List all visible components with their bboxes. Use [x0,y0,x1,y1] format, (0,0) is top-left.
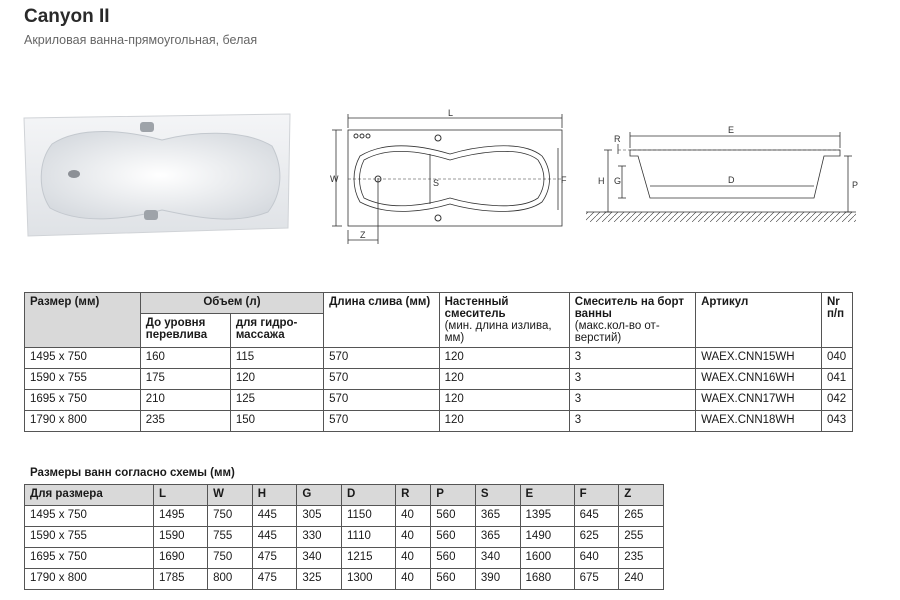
header-rim-mixer-title: Смеситель на борт ванны [574,296,685,320]
cell-massage: 150 [230,411,323,432]
dim-cell: 675 [574,569,619,590]
header-rim-mixer-note: (макс.кол-во от-верстий) [574,320,660,344]
label-S: S [433,178,440,188]
dim-cell: 445 [252,506,297,527]
cell-wall: 120 [439,411,569,432]
dim-cell: 560 [431,527,476,548]
cell-massage: 120 [230,369,323,390]
header-wall-mixer [439,293,569,348]
cell-size: 1590 x 755 [25,369,141,390]
table-row [25,527,664,548]
label-H: H [598,176,605,186]
dim-cell: 800 [208,569,253,590]
bathtub-photo [22,110,292,240]
cell-overflow: 175 [140,369,230,390]
dim-cell: 1590 [154,527,208,548]
dim-cell: 750 [208,506,253,527]
dim-cell: 240 [619,569,664,590]
cell-rim: 3 [569,390,695,411]
dim-cell: 330 [297,527,342,548]
dim-cell: 265 [619,506,664,527]
header-vol-massage: для гидро-массажа [230,313,323,347]
dim-cell: 1495 x 750 [25,506,154,527]
dim-cell: 365 [475,527,520,548]
dim-header: P [431,485,476,506]
dim-header: E [520,485,574,506]
dimensions-table [24,484,664,590]
cell-drain: 570 [324,369,439,390]
dim-header: R [396,485,431,506]
cell-article: WAEX.CNN17WH [696,390,822,411]
dim-cell: 365 [475,506,520,527]
label-D: D [728,175,735,185]
dim-cell: 255 [619,527,664,548]
dim-header: Z [619,485,664,506]
dim-cell: 340 [475,548,520,569]
label-P: P [852,180,859,190]
header-num: Nr п/п [821,293,852,348]
dim-cell: 1215 [341,548,395,569]
cell-drain: 570 [324,411,439,432]
header-volume: Объем (л) [140,293,323,314]
dim-cell: 1785 [154,569,208,590]
dim-header: W [208,485,253,506]
dim-cell: 235 [619,548,664,569]
dimensions-table-title: Размеры ванн согласно схемы (мм) [30,467,235,479]
cell-overflow: 210 [140,390,230,411]
dim-cell: 40 [396,569,431,590]
dim-header: F [574,485,619,506]
cell-drain: 570 [324,348,439,369]
table-row [25,369,853,390]
header-wall-mixer-note: (мин. длина излива, мм) [444,320,552,344]
dim-cell: 1690 [154,548,208,569]
header-rim-mixer [569,293,695,348]
cell-rim: 3 [569,369,695,390]
table-row [25,348,853,369]
dim-cell: 340 [297,548,342,569]
table-row [25,411,853,432]
cell-overflow: 235 [140,411,230,432]
label-G: G [614,176,622,186]
dim-cell: 645 [574,506,619,527]
label-W: W [330,174,339,184]
dim-cell: 40 [396,548,431,569]
dim-header: D [341,485,395,506]
dim-header: Для размера [25,485,154,506]
header-wall-mixer-title: Настенный смеситель [444,296,509,320]
dim-cell: 560 [431,506,476,527]
header-size: Размер (мм) [25,293,141,348]
dim-cell: 1600 [520,548,574,569]
cell-drain: 570 [324,390,439,411]
dim-cell: 40 [396,527,431,548]
dim-cell: 445 [252,527,297,548]
cell-size: 1695 x 750 [25,390,141,411]
dim-header: H [252,485,297,506]
side-view-diagram [578,108,868,238]
dim-cell: 390 [475,569,520,590]
dim-cell: 1300 [341,569,395,590]
header-drain: Длина слива (мм) [324,293,439,348]
header-vol-overflow: До уровня перевлива [140,313,230,347]
cell-wall: 120 [439,390,569,411]
dim-cell: 475 [252,548,297,569]
specs-table [24,292,853,432]
top-view-diagram [330,108,570,258]
cell-wall: 120 [439,369,569,390]
dim-cell: 1495 [154,506,208,527]
label-Z: Z [360,230,366,240]
cell-rim: 3 [569,348,695,369]
header-article: Артикул [696,293,822,348]
dim-cell: 750 [208,548,253,569]
cell-article: WAEX.CNN16WH [696,369,822,390]
label-F: F [561,175,567,185]
dim-cell: 1150 [341,506,395,527]
dim-cell: 1490 [520,527,574,548]
table-row [25,506,664,527]
cell-wall: 120 [439,348,569,369]
cell-num: 042 [821,390,852,411]
cell-size: 1790 x 800 [25,411,141,432]
table-row [25,569,664,590]
dim-cell: 1680 [520,569,574,590]
dim-cell: 1395 [520,506,574,527]
table-row [25,548,664,569]
cell-num: 041 [821,369,852,390]
label-E: E [728,125,735,135]
cell-size: 1495 x 750 [25,348,141,369]
dim-header: L [154,485,208,506]
dim-cell: 560 [431,569,476,590]
cell-rim: 3 [569,411,695,432]
dim-cell: 1790 x 800 [25,569,154,590]
cell-article: WAEX.CNN18WH [696,411,822,432]
label-L: L [448,108,454,118]
cell-overflow: 160 [140,348,230,369]
dim-header: S [475,485,520,506]
dim-cell: 640 [574,548,619,569]
dim-cell: 325 [297,569,342,590]
dim-header: G [297,485,342,506]
dim-cell: 1695 x 750 [25,548,154,569]
dim-cell: 1110 [341,527,395,548]
cell-article: WAEX.CNN15WH [696,348,822,369]
dim-cell: 1590 x 755 [25,527,154,548]
dim-cell: 625 [574,527,619,548]
cell-num: 043 [821,411,852,432]
dim-cell: 475 [252,569,297,590]
cell-massage: 125 [230,390,323,411]
cell-massage: 115 [230,348,323,369]
cell-num: 040 [821,348,852,369]
dim-cell: 560 [431,548,476,569]
page-title: Canyon II [24,6,110,27]
dim-cell: 755 [208,527,253,548]
table-row [25,390,853,411]
dim-cell: 305 [297,506,342,527]
page-subtitle: Акриловая ванна-прямоугольная, белая [24,33,258,47]
dim-cell: 40 [396,506,431,527]
label-R: R [614,134,621,144]
